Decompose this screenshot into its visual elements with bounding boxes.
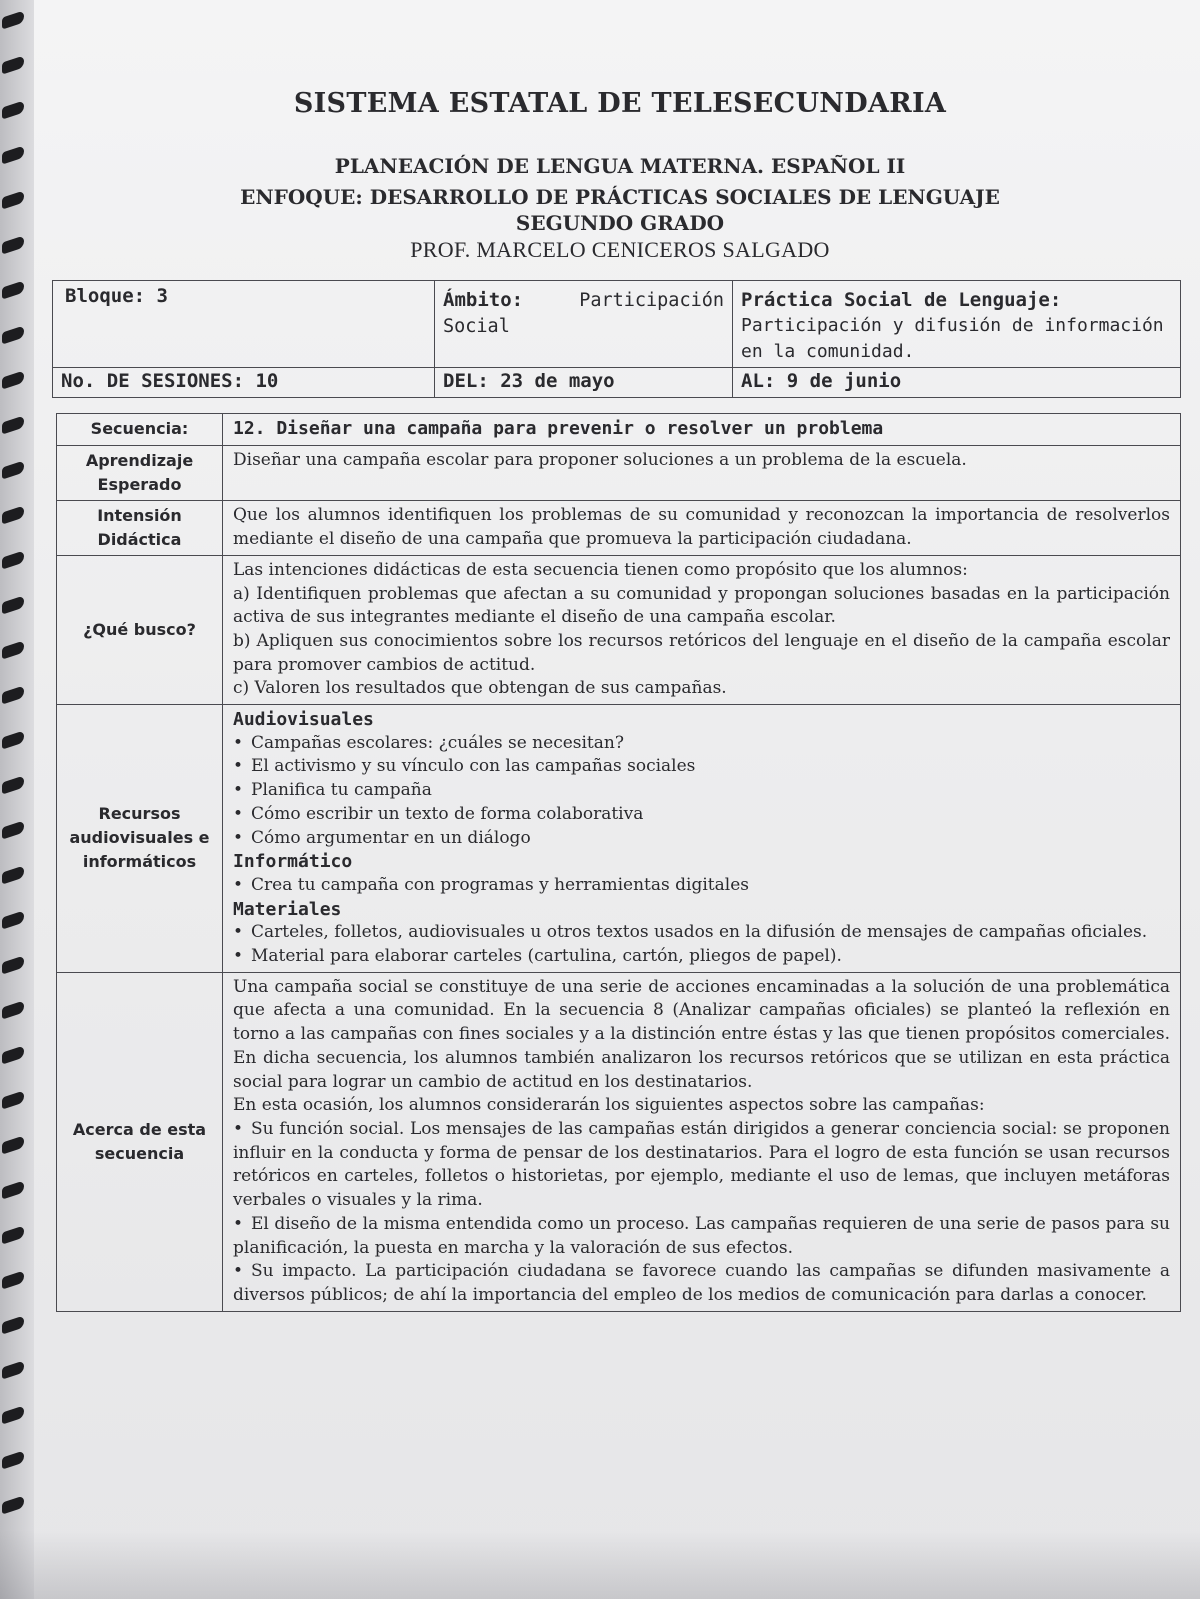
busco-item-b: b) Apliquen sus conocimientos sobre los recursos retóricos del lenguaje en el diseño de la campaña escolar para promover cambios de actitud. [233, 630, 1170, 675]
list-item: • Crea tu campaña con programas y herramientas digitales [233, 874, 1170, 898]
binding-ring [2, 775, 24, 794]
binding-ring [2, 820, 24, 839]
binding-ring [2, 730, 24, 749]
binding-ring [2, 10, 24, 29]
list-item: • Su función social. Los mensajes de las campañas están dirigidos a generar conciencia social: se proponen influir en la conducta y forma de pensar de los destinatarios. Para el logro de esta función se usan recursos retóricos en carteles, folletos o historietas, por ejemplo, mediante el uso de lemas, que incluyen metáforas verbales o visuales y la rima. [233, 1118, 1170, 1213]
binding-ring [2, 685, 24, 704]
list-item: • Material para elaborar carteles (cartulina, cartón, pliegos de papel). [233, 945, 1170, 969]
materiales-heading: Materiales [233, 898, 342, 920]
busco-label: ¿Qué busco? [57, 555, 223, 704]
ambito-label: Ámbito: [443, 289, 524, 311]
ambito-cell [435, 281, 733, 368]
materiales-list [233, 921, 1170, 968]
professor-name: PROF. MARCELO CENICEROS SALGADO [410, 237, 830, 262]
list-item: • Su impacto. La participación ciudadana se favorece cuando las campañas se difunden masivamente a diversos públicos; de ahí la importancia del empleo de los medios de comunicación para darlas a conocer. [233, 1260, 1170, 1307]
ambito-text [443, 287, 724, 340]
informatico-list [233, 874, 1170, 898]
recursos-label: Recursos audiovisuales e informáticos [57, 705, 223, 973]
binding-ring [2, 1450, 24, 1469]
practica-value: Participación y difusión de información en la comunidad. [741, 315, 1164, 362]
binding-ring [2, 640, 24, 659]
grade-level: SEGUNDO GRADO [515, 211, 725, 235]
list-item: • El diseño de la misma entendida como un proceso. Las campañas requieren de una serie de pasos para su planificación, la puesta en marcha y la valoración de sus efectos. [233, 1213, 1170, 1260]
binding-ring [2, 1315, 24, 1334]
binding-ring [2, 1270, 24, 1289]
binding-ring [2, 100, 24, 119]
busco-intro: Las intenciones didácticas de esta secuencia tienen como propósito que los alumnos: [233, 559, 968, 580]
del-cell [435, 368, 733, 398]
secuencia-label: Secuencia: [57, 414, 223, 446]
binding-ring [2, 460, 24, 479]
secuencia-value: 12. Diseñar una campaña para prevenir o resolver un problema [233, 418, 884, 439]
acerca-list [233, 1118, 1170, 1308]
intension-label: Intensión Didáctica [57, 501, 223, 555]
binding-ring [2, 955, 24, 974]
list-item: • Cómo escribir un texto de forma colaborativa [233, 803, 1170, 827]
page-shadow [0, 1530, 1200, 1599]
info-table [52, 280, 1181, 398]
informatico-heading: Informático [233, 851, 353, 873]
binding-ring [2, 145, 24, 164]
sequence-table [56, 413, 1181, 1312]
binding-ring [2, 1045, 24, 1064]
binding-ring [2, 325, 24, 344]
binding-ring [2, 1090, 24, 1109]
intension-value: Que los alumnos identifiquen los problemas de su comunidad y reconozcan la importancia de resolverlos mediante el diseño de una campaña que promueva la participación ciudadana. [223, 501, 1181, 555]
planning-focus: ENFOQUE: DESARROLLO DE PRÁCTICAS SOCIALES DE LENGUAJE [240, 185, 1000, 209]
binding-ring [2, 1405, 24, 1424]
binding-ring [2, 370, 24, 389]
aprendizaje-value: Diseñar una campaña escolar para proponer soluciones a un problema de la escuela. [223, 445, 1181, 501]
list-item: • Campañas escolares: ¿cuáles se necesitan? [233, 732, 1170, 756]
al-date: AL: 9 de junio [741, 370, 902, 392]
list-item: • Cómo argumentar en un diálogo [233, 827, 1170, 851]
binding-ring [2, 865, 24, 884]
binding-ring [2, 1135, 24, 1154]
binding-ring [2, 235, 24, 254]
binding-ring [2, 55, 24, 74]
del-date: DEL: 23 de mayo [443, 370, 615, 392]
busco-item-c: c) Valoren los resultados que obtengan de sus campañas. [233, 678, 727, 699]
binding-ring [2, 910, 24, 929]
secuencia-cell [223, 414, 1181, 446]
practica-cell [733, 281, 1181, 368]
audiovisuales-heading: Audiovisuales [233, 709, 374, 731]
acerca-cell [223, 972, 1181, 1311]
acerca-paragraph-1: Una campaña social se constituye de una serie de acciones encaminadas a la solución de una problemática que afecta a una comunidad. En la secuencia 8 (Analizar campañas oficiales) se planteó la reflexión en torno a las campañas con fines sociales y a la distinción entre éstas y las que tienen propósitos comerciales. En dicha secuencia, los alumnos también analizaron los recursos retóricos que se utilizan en esta práctica social para lograr un cambio de actitud en los destinatarios. [233, 976, 1170, 1092]
binding-ring [2, 280, 24, 299]
bloque-cell [53, 281, 435, 368]
sesiones-cell [53, 368, 435, 398]
notebook-spine [0, 0, 34, 1599]
busco-cell [223, 555, 1181, 704]
binding-ring [2, 1225, 24, 1244]
binding-ring [2, 550, 24, 569]
binding-ring [2, 415, 24, 434]
practica-label: Práctica Social de Lenguaje: [741, 289, 1062, 311]
aprendizaje-label: Aprendizaje Esperado [57, 445, 223, 501]
bloque-label: Bloque: 3 [65, 285, 168, 307]
binding-ring [2, 1360, 24, 1379]
binding-ring [2, 595, 24, 614]
busco-item-a: a) Identifiquen problemas que afectan a su comunidad y propongan soluciones basadas en la participación activa de sus integrantes mediante el diseño de una campaña escolar. [233, 583, 1170, 628]
binding-ring [2, 1495, 24, 1514]
binding-ring [2, 1000, 24, 1019]
al-cell [733, 368, 1181, 398]
sesiones-label: No. DE SESIONES: 10 [61, 370, 279, 392]
acerca-label: Acerca de esta secuencia [57, 972, 223, 1311]
list-item: • Planifica tu campaña [233, 779, 1170, 803]
acerca-paragraph-2: En esta ocasión, los alumnos considerarán los siguientes aspectos sobre las campañas: [233, 1095, 985, 1116]
list-item: • El activismo y su vínculo con las campañas sociales [233, 755, 1170, 779]
binding-ring [2, 505, 24, 524]
binding-ring [2, 190, 24, 209]
binding-ring [2, 1180, 24, 1199]
audiovisuales-list [233, 732, 1170, 851]
document-title: SISTEMA ESTATAL DE TELESECUNDARIA [293, 88, 947, 119]
recursos-cell [223, 705, 1181, 973]
ambito-value: Participación Social [443, 290, 724, 337]
list-item: • Carteles, folletos, audiovisuales u otros textos usados en la difusión de mensajes de campañas oficiales. [233, 921, 1170, 945]
planning-subject: PLANEACIÓN DE LENGUA MATERNA. ESPAÑOL II [334, 154, 906, 178]
